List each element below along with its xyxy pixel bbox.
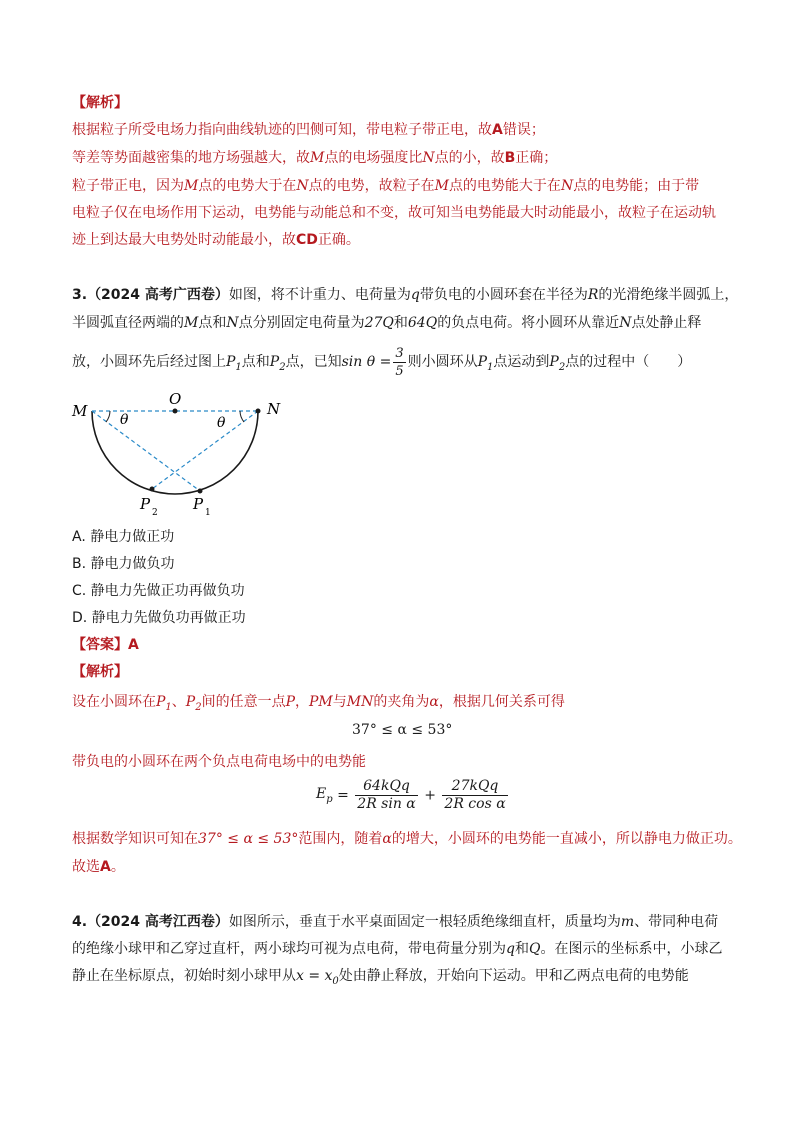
label-M: M xyxy=(72,402,88,420)
analysis-line-4: 电粒子仅在电场作用下运动，电势能与动能总和不变，故可知当电势能最大时动能最小，故粒子在运动轨 xyxy=(72,205,716,221)
label-P1-sub: 1 xyxy=(205,508,211,518)
question-3-line-2: 半圆弧直径两端的M点和N点分别固定电荷量为27Q和64Q的负点电荷。将小圆环从靠近N点处静止释 xyxy=(72,315,702,331)
analysis-line-5: 迹上到达最大电势处时动能最小，故CD正确。 xyxy=(72,232,360,248)
label-N: N xyxy=(267,400,281,418)
question-4-line-1: 4.（2024 高考江西卷）如图所示，垂直于水平桌面固定一根轻质绝缘细直杆，质量均为m、带同种电荷 xyxy=(72,914,719,930)
label-theta-N: θ xyxy=(217,415,226,431)
analysis-line-1: 根据粒子所受电场力指向曲线轨迹的凹侧可知，带电粒子带正电，故A错误； xyxy=(72,122,545,138)
semicircle-arc xyxy=(92,411,258,494)
point-N xyxy=(256,409,261,414)
label-theta-M: θ xyxy=(120,412,129,428)
label-O: O xyxy=(169,390,182,408)
question-3-line-3: 放，小圆环先后经过图上$P_1$点和$P_2$点，已知sin θ = $\frac{3}{5}$ 则小圆环从$P_1$点运动到$P_2$点的过程中（ ） xyxy=(72,345,692,379)
point-O xyxy=(173,409,178,414)
label-P2-sub: 2 xyxy=(152,508,158,518)
option-b: B. 静电力做负功 xyxy=(72,556,175,572)
line-M-P1 xyxy=(92,411,200,491)
label-P2: P xyxy=(140,495,151,513)
analysis-heading-2: 【解析】 xyxy=(72,664,128,680)
point-P2 xyxy=(150,487,155,492)
analysis-q3-line-4: 故选A。 xyxy=(72,859,125,875)
analysis-heading-1: 【解析】 xyxy=(72,95,128,111)
potential-energy-formula: $E_p$ = $\frac{\text{64kQq}}{\text{2R sin α}}$ + $\frac{\text{27kQq}}{\text{2R cos α}}$ xyxy=(316,778,506,812)
answer-line: 【答案】A xyxy=(72,637,139,653)
analysis-line-2: 等差等势面越密集的地方场强越大，故M点的电场强度比N点的小，故B正确； xyxy=(72,150,558,166)
angle-arc-M xyxy=(106,411,110,422)
option-c: C. 静电力先做正功再做负功 xyxy=(72,583,245,599)
analysis-q3-line-1: 设在小圆环在$P_1$、$P_2$间的任意一点P，PM与MN的夹角为α，根据几何关系可得 xyxy=(72,694,565,713)
inequality-formula: 37° ≤ α ≤ 53° xyxy=(352,722,453,738)
analysis-q3-line-2: 带负电的小圆环在两个负点电荷电场中的电势能 xyxy=(72,754,366,770)
point-P1 xyxy=(198,489,203,494)
question-4-line-3: 静止在坐标原点，初始时刻小球甲从$x = x_0$处由静止释放，开始向下运动。甲和乙两点电荷的电势能 xyxy=(72,968,689,987)
analysis-line-3: 粒子带正电，因为M点的电势大于在N点的电势，故粒子在M点的电势能大于在N点的电势能；由于带 xyxy=(72,178,700,194)
angle-arc-N xyxy=(240,411,244,422)
analysis-q3-line-3: 根据数学知识可知在37° ≤ α ≤ 53°范围内，随着α的增大，小圆环的电势能一直减小，所以静电力做正功。 xyxy=(72,831,742,847)
question-3-line-1: 3.（2024 高考广西卷）如图，将不计重力、电荷量为q带负电的小圆环套在半径为R的光滑绝缘半圆弧上， xyxy=(72,287,739,303)
label-P1: P xyxy=(193,495,204,513)
line-N-P2 xyxy=(152,411,258,489)
option-d: D. 静电力先做负功再做正功 xyxy=(72,610,246,626)
option-a: A. 静电力做正功 xyxy=(72,529,175,545)
question-4-line-2: 的绝缘小球甲和乙穿过直杆，两小球均可视为点电荷，带电荷量分别为q和Q。在图示的坐标系中，小球乙 xyxy=(72,941,723,957)
semicircle-figure xyxy=(60,385,290,525)
